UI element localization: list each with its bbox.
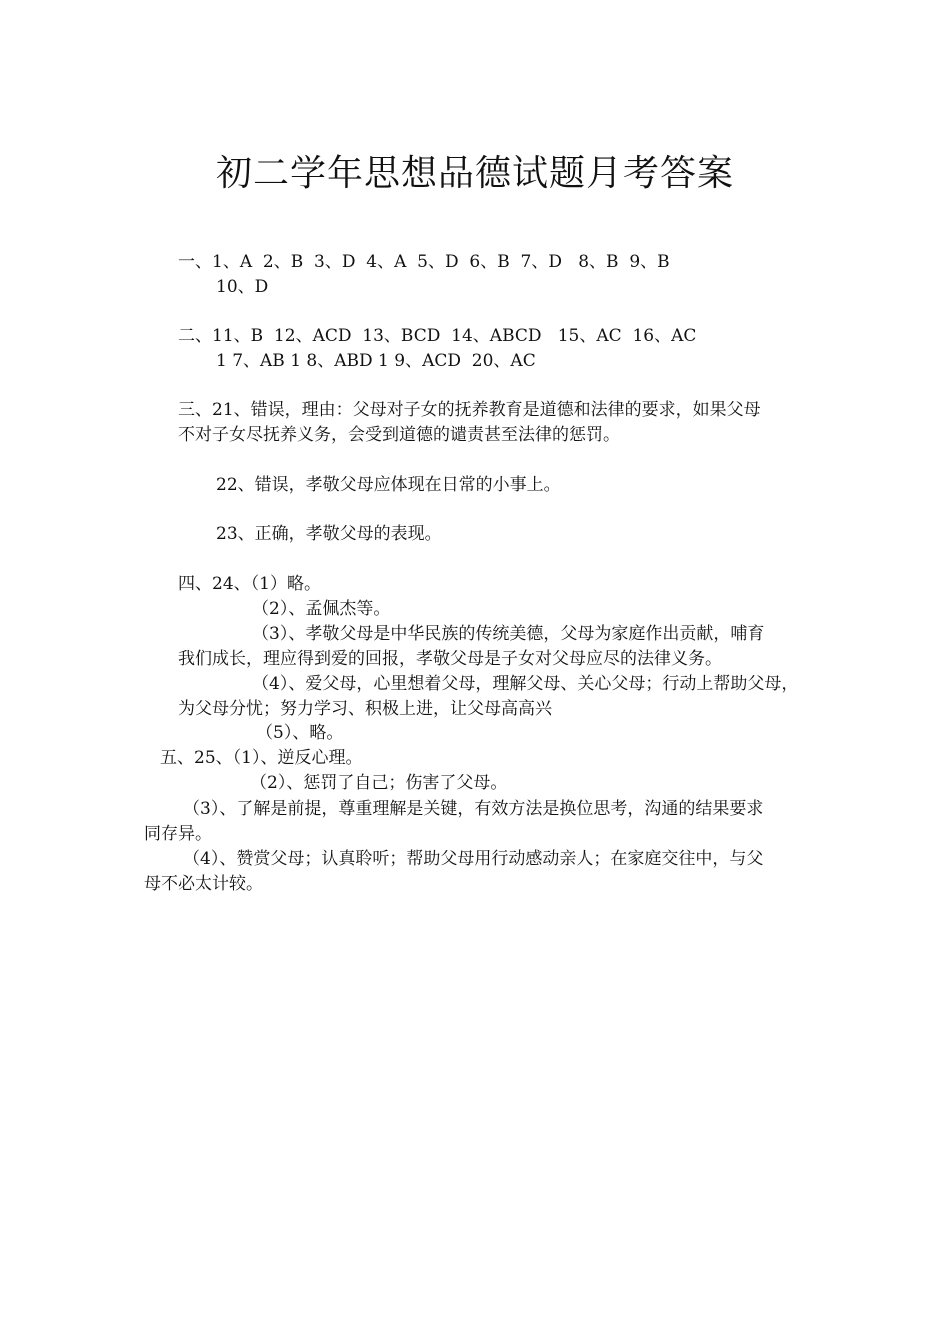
answer-line-14: 为父母分忧；努力学习、积极上进，让父母高高兴 [178, 699, 552, 719]
answer-line-7: 22、错误，孝敬父母应体现在日常的小事上。 [216, 475, 561, 495]
answer-line-16: 五、25、（1）、逆反心理。 [160, 748, 363, 768]
answer-line-13: （4）、爱父母，心里想着父母，理解父母、关心父母；行动上帮助父母， [252, 674, 799, 694]
answer-line-12: 我们成长，理应得到爱的回报，孝敬父母是子女对父母应尽的法律义务。 [178, 649, 722, 669]
answer-line-5: 三、21、错误，理由：父母对子女的抚养教育是道德和法律的要求，如果父母 [178, 400, 761, 420]
answer-line-1: 一、1、A 2、B 3、D 4、A 5、D 6、B 7、D 8、B 9、B [178, 252, 670, 272]
answer-line-6: 不对子女尽抚养义务，会受到道德的谴责甚至法律的惩罚。 [178, 425, 620, 445]
answer-line-4: 1 7、AB 1 8、ABD 1 9、ACD 20、AC [216, 351, 536, 371]
answer-line-11: （3）、孝敬父母是中华民族的传统美德，父母为家庭作出贡献，哺育 [252, 624, 765, 644]
answer-line-9: 四、24、（1）略。 [178, 574, 321, 594]
document-title: 初二学年思想品德试题月考答案 [215, 153, 734, 194]
answer-line-19: 同存异。 [144, 824, 212, 844]
answer-line-18: （3）、了解是前提，尊重理解是关键，有效方法是换位思考，沟通的结果要求 [183, 799, 764, 819]
answer-line-21: 母不必太计较。 [144, 874, 263, 894]
answer-line-20: （4）、赞赏父母；认真聆听；帮助父母用行动感动亲人；在家庭交往中，与父 [183, 849, 764, 869]
answer-line-17: （2）、惩罚了自己；伤害了父母。 [250, 773, 508, 793]
answer-line-10: （2）、孟佩杰等。 [252, 599, 391, 619]
answer-line-3: 二、11、B 12、ACD 13、BCD 14、ABCD 15、AC 16、AC [178, 326, 697, 346]
answer-line-15: （5）、略。 [256, 723, 344, 743]
answer-line-2: 10、D [216, 277, 269, 297]
answer-line-8: 23、正确，孝敬父母的表现。 [216, 524, 442, 544]
